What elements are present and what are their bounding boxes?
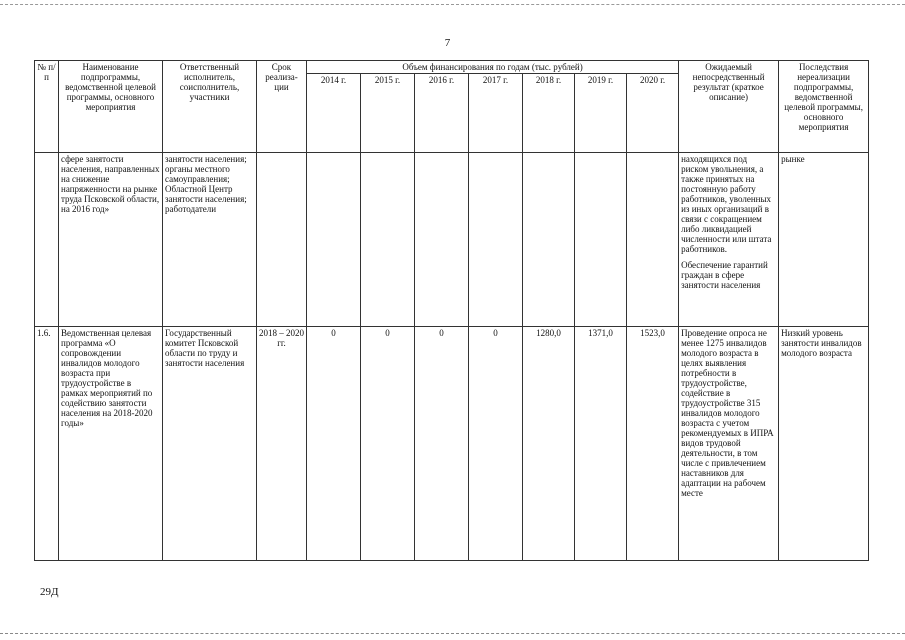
header-row	[35, 61, 869, 74]
header-term: Срок реализа-ции	[257, 61, 307, 153]
row-term: 2018 – 2020 гг.	[257, 327, 307, 561]
row-value-2018: 1280,0	[523, 327, 575, 561]
row-value-2015: 0	[361, 327, 415, 561]
row-value-2020: 1523,0	[627, 327, 679, 561]
header-year-2015: 2015 г.	[361, 74, 415, 153]
row-value-2020	[627, 153, 679, 327]
table-row	[35, 153, 869, 327]
header-year-2020: 2020 г.	[627, 74, 679, 153]
header-result: Ожидаемый непосредственный результат (краткое описание)	[679, 61, 779, 153]
header-funding: Объем финансирования по годам (тыс. рублей)	[307, 61, 679, 74]
row-value-2014: 0	[307, 327, 361, 561]
document-code: 29Д	[40, 586, 59, 598]
row-value-2016: 0	[415, 327, 469, 561]
row-value-2017: 0	[469, 327, 523, 561]
header-num: № п/п	[35, 61, 59, 153]
scan-top-edge	[0, 4, 905, 5]
header-consequences: Последствия нереализации подпрограммы, ведомственной целевой программы, основного мероприятия	[779, 61, 869, 153]
header-responsible: Ответственный исполнитель, соисполнитель, участники	[163, 61, 257, 153]
row-value-2016	[415, 153, 469, 327]
row-result	[679, 153, 779, 327]
row-result-part-2: Обеспечение гарантий граждан в сфере занятости населения	[681, 260, 768, 290]
header-name: Наименование подпрограммы, ведомственной целевой программы, основного мероприятия	[59, 61, 163, 153]
header-year-2014: 2014 г.	[307, 74, 361, 153]
row-num	[35, 153, 59, 327]
row-num: 1.6.	[35, 327, 59, 561]
program-table	[34, 60, 869, 561]
row-result: Проведение опроса не менее 1275 инвалидов молодого возраста в целях выявления потребности в трудоустройстве, содействие в трудоустройстве 315 инвалидов молодого возраста с учетом рекомендуемых в ИПРА видов трудовой деятельности, в том числе с привлечением наставников для адаптации на рабочем месте	[679, 327, 779, 561]
row-value-2017	[469, 153, 523, 327]
row-value-2019: 1371,0	[575, 327, 627, 561]
row-value-2019	[575, 153, 627, 327]
row-value-2014	[307, 153, 361, 327]
header-year-2019: 2019 г.	[575, 74, 627, 153]
header-year-2018: 2018 г.	[523, 74, 575, 153]
row-responsible: Государственный комитет Псковской области по труду и занятости населения	[163, 327, 257, 561]
row-value-2018	[523, 153, 575, 327]
header-year-2016: 2016 г.	[415, 74, 469, 153]
header-year-2017: 2017 г.	[469, 74, 523, 153]
row-consequences: рынке	[779, 153, 869, 327]
table-row	[35, 327, 869, 561]
row-name: Ведомственная целевая программа «О сопровождении инвалидов молодого возраста при трудоустройстве в рамках мероприятий по содействию занятости населения на 2018-2020 годы»	[59, 327, 163, 561]
row-responsible: занятости населения; органы местного самоуправления; Областной Центр занятости населения; работодатели	[163, 153, 257, 327]
row-term	[257, 153, 307, 327]
row-consequences: Низкий уровень занятости инвалидов молодого возраста	[779, 327, 869, 561]
row-value-2015	[361, 153, 415, 327]
page-number: 7	[444, 37, 451, 49]
scan-bottom-edge	[0, 633, 905, 634]
row-result-part-1: находящихся под риском увольнения, а также принятых на постоянную работу работников, уволенных из иных организаций в связи с сокращением либо ликвидацией численности или штата работников.	[681, 154, 772, 254]
row-name: сфере занятости населения, направленных на снижение напряженности на рынке труда Псковской области, на 2016 год»	[59, 153, 163, 327]
